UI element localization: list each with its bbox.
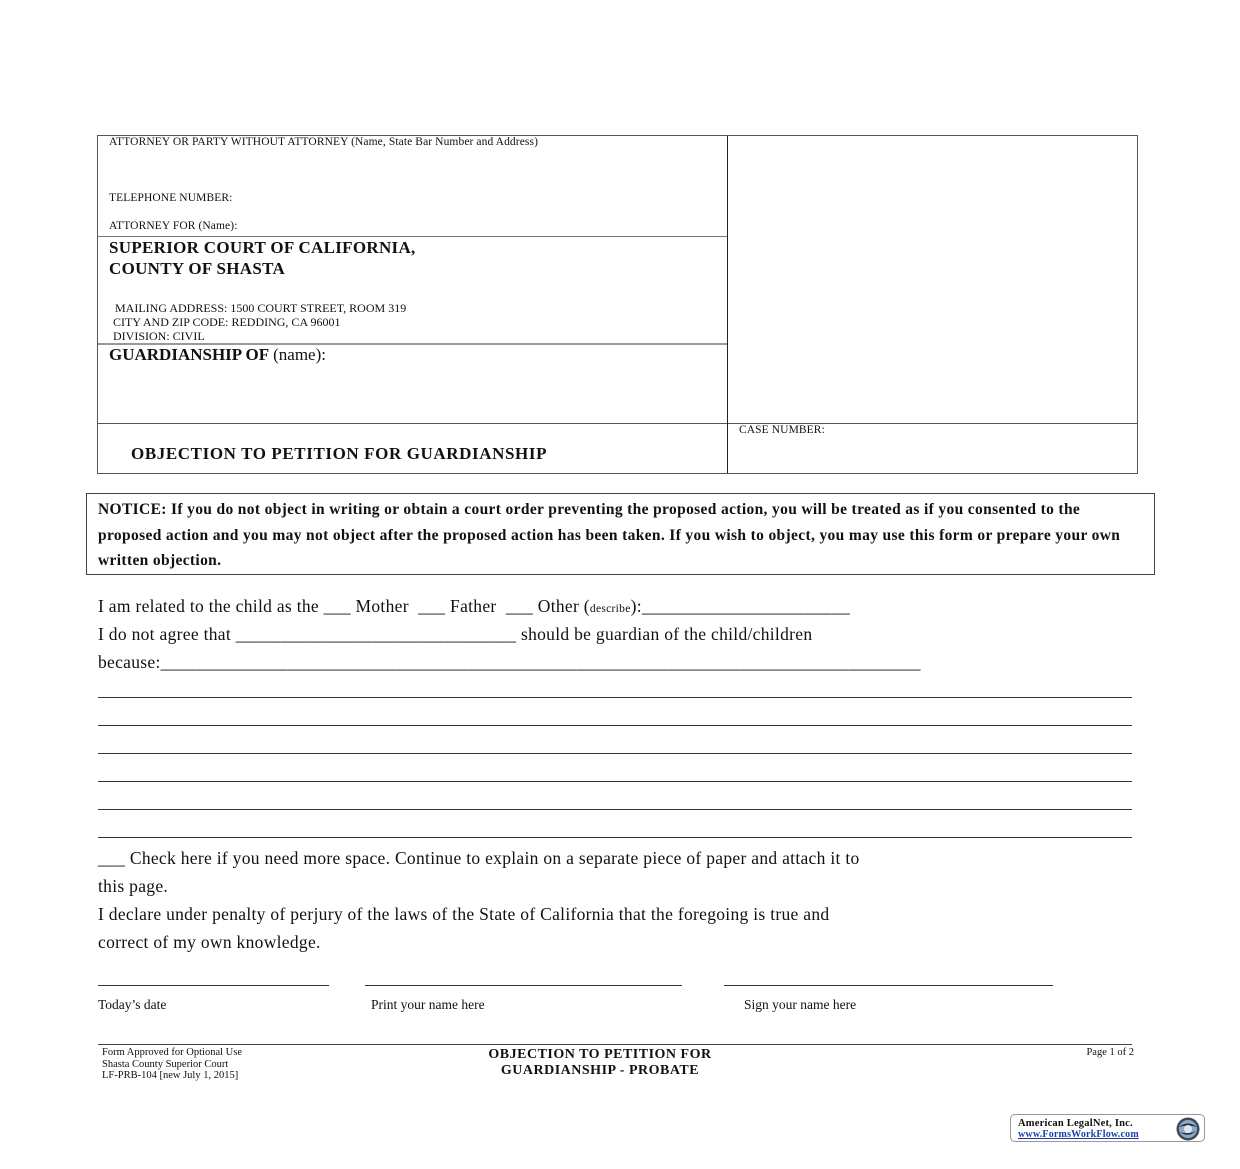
badge-company: American LegalNet, Inc. (1018, 1118, 1133, 1129)
explanation-line-6[interactable] (98, 837, 1132, 838)
form-title: OBJECTION TO PETITION FOR GUARDIANSHIP (131, 444, 548, 463)
guardianship-name-hint: (name): (273, 345, 326, 364)
describe-hint: describe (589, 603, 631, 615)
division: DIVISION: CIVIL (113, 329, 205, 343)
court-name-line2: COUNTY OF SHASTA (109, 259, 286, 278)
legalnet-badge[interactable] (1010, 1114, 1205, 1142)
caption-table (97, 135, 1138, 474)
father-label: Father (450, 596, 497, 616)
signature-field[interactable] (724, 985, 1053, 986)
mother-checkbox-blank[interactable]: ___ (323, 596, 351, 616)
guardianship-label: GUARDIANSHIP OF (109, 345, 270, 364)
because-line (98, 652, 921, 673)
more-space-text: Check here if you need more space. Continue to explain on a separate piece of paper and attach it to (129, 848, 860, 868)
disagree-line (98, 624, 812, 645)
because-field[interactable]: ____________________________________________________________________________________ (160, 652, 921, 672)
form-title-section (98, 424, 727, 473)
guardianship-heading (109, 345, 326, 365)
case-number-section[interactable] (728, 424, 1137, 473)
telephone-label: TELEPHONE NUMBER: (109, 192, 233, 204)
mother-label: Mother (355, 596, 409, 616)
disagree-prefix: I do not agree that (98, 624, 232, 644)
other-describe-field[interactable]: _______________________ (641, 596, 851, 616)
footer-form-number: LF-PRB-104 [new July 1, 2015] (102, 1070, 239, 1081)
declaration-line-2: correct of my own knowledge. (98, 932, 321, 952)
mailing-address: MAILING ADDRESS: 1500 COURT STREET, ROOM 319 (115, 301, 407, 315)
other-label: Other ( (537, 596, 590, 616)
globe-logo-icon (1175, 1116, 1201, 1142)
explanation-line-3[interactable] (98, 753, 1132, 754)
other-close: ): (630, 596, 642, 616)
date-field[interactable] (98, 985, 329, 986)
other-checkbox-blank[interactable]: ___ (505, 596, 534, 616)
more-space-checkbox-blank[interactable]: ___ (98, 848, 126, 868)
relation-prefix: I am related to the child as the (98, 596, 319, 616)
court-name-line1: SUPERIOR COURT OF CALIFORNIA, (109, 238, 416, 257)
city-zip: CITY AND ZIP CODE: REDDING, CA 96001 (113, 315, 341, 329)
explanation-line-5[interactable] (98, 809, 1132, 810)
date-label: Today’s date (98, 997, 167, 1012)
explanation-line-1[interactable] (98, 697, 1132, 698)
sign-name-label: Sign your name here (744, 997, 857, 1012)
disagree-suffix: should be guardian of the child/children (520, 624, 813, 644)
page-number: Page 1 of 2 (1086, 1047, 1134, 1058)
court-section (98, 237, 727, 345)
footer-court: Shasta County Superior Court (102, 1058, 229, 1070)
print-name-field[interactable] (365, 985, 682, 986)
case-number-label: CASE NUMBER: (739, 424, 825, 436)
explanation-line-4[interactable] (98, 781, 1132, 782)
father-checkbox-blank[interactable]: ___ (418, 596, 446, 616)
attorney-for-label: ATTORNEY FOR (Name): (109, 220, 238, 232)
guardianship-section[interactable] (98, 345, 727, 424)
footer-divider (98, 1044, 1132, 1045)
footer-title (440, 1047, 760, 1079)
attorney-section[interactable] (98, 136, 727, 237)
footer-title-line1: OBJECTION TO PETITION FOR (488, 1047, 712, 1062)
notice-box: NOTICE: If you do not object in writing or obtain a court order preventing the proposed action, you will be treated as if you consented to the proposed action and you may not object after the proposed action has been taken. If you wish to object, you may use this form or prepare your own written objection. (86, 493, 1155, 575)
declaration-line-1: I declare under penalty of perjury of the laws of the State of California that the foregoing is true and (98, 904, 830, 924)
court-use-area (728, 136, 1137, 424)
because-label: because: (98, 652, 161, 672)
relation-line (98, 596, 850, 617)
more-space-text-2: this page. (98, 876, 169, 896)
badge-url-link[interactable]: www.FormsWorkFlow.com (1018, 1129, 1139, 1140)
footer-title-line2: GUARDIANSHIP - PROBATE (500, 1063, 700, 1078)
footer-form-info (102, 1047, 242, 1082)
footer-approved: Form Approved for Optional Use (102, 1047, 242, 1058)
caption-left-column (98, 136, 728, 473)
attorney-label: ATTORNEY OR PARTY WITHOUT ATTORNEY (Name, State Bar Number and Address) (109, 136, 538, 148)
print-name-label: Print your name here (371, 997, 485, 1012)
proposed-guardian-field[interactable]: _______________________________ (235, 624, 517, 644)
explanation-line-2[interactable] (98, 725, 1132, 726)
more-space-line (98, 848, 860, 869)
